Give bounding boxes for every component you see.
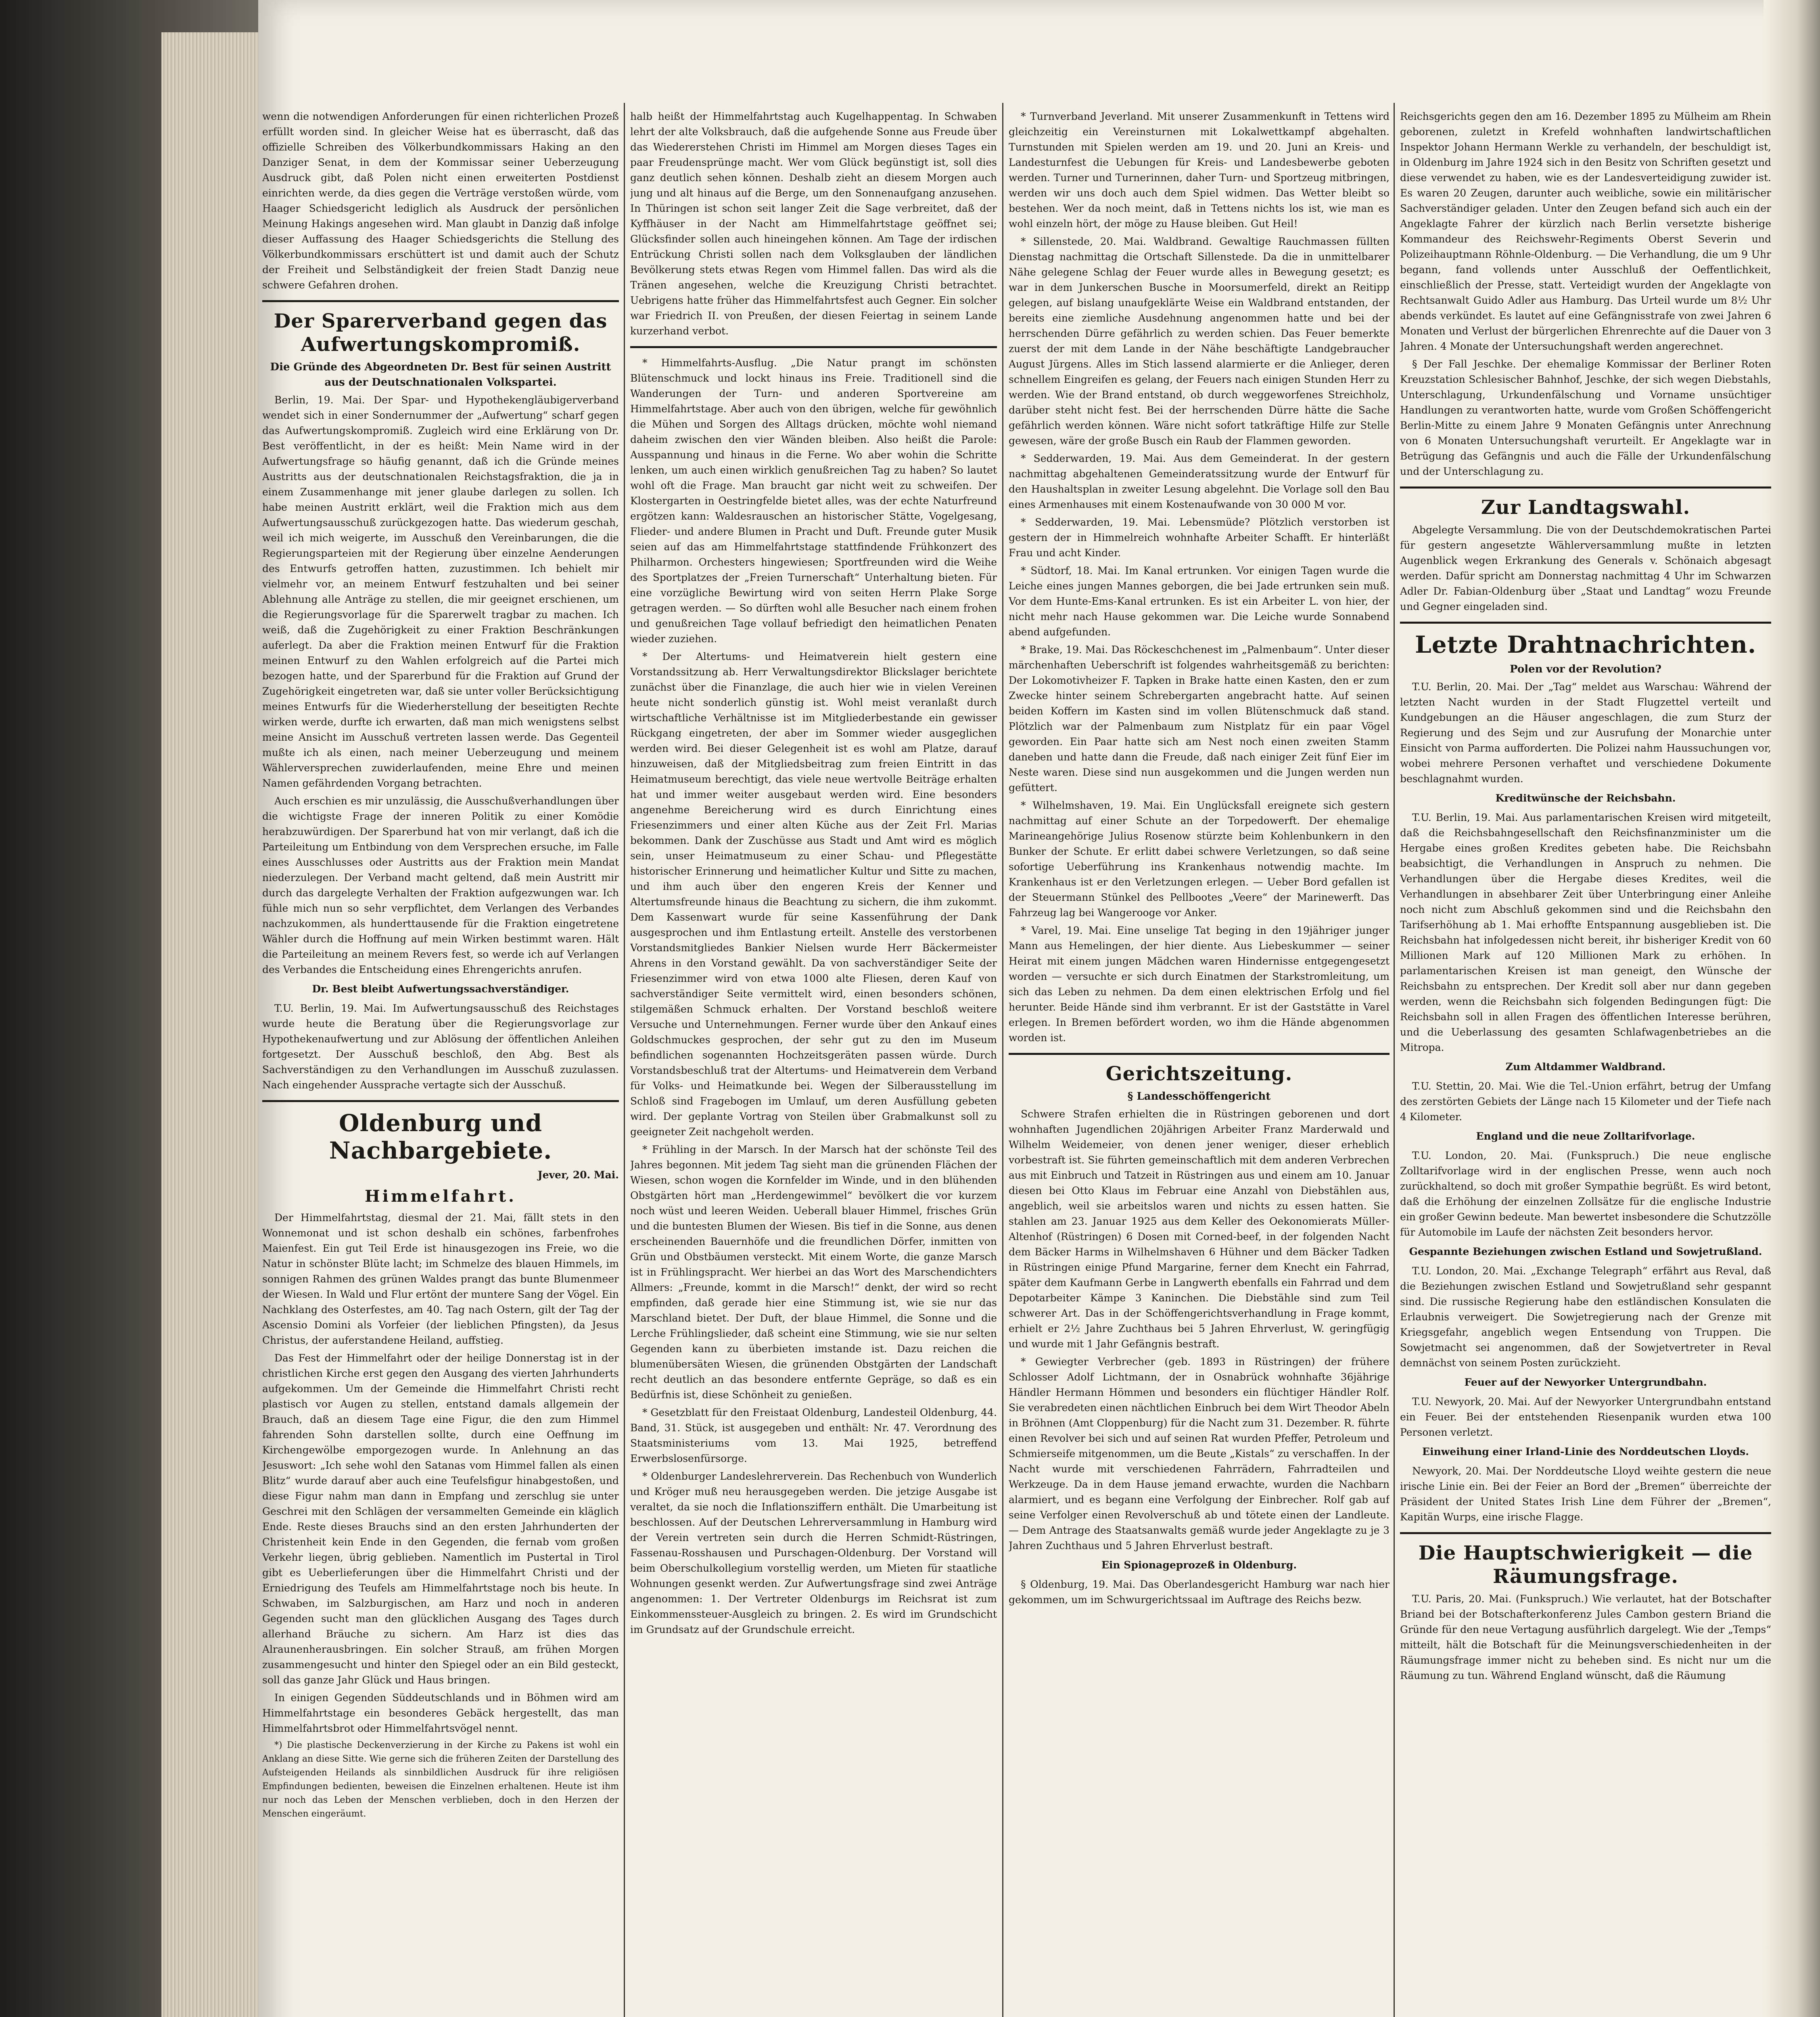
column-2 xyxy=(630,109,997,2017)
article-text: Abgelegte Versammlung. Die von der Deutschdemokratischen Partei für gestern angesetzte Wählerversammlung mußte in letzten Augenblick wegen Erkrankung des Generals v. Schönaich abgesagt werden. Dafür spricht am Donnerstag nachmittag 4 Uhr im Schwarzen Adler Dr. Fabian-Oldenburg über „Staat und Landtag“ wozu Freunde und Gegner eingeladen sind. xyxy=(1400,524,1771,612)
section-divider xyxy=(1400,1532,1771,1534)
article-text: T.U. Newyork, 20. Mai. Auf der Newyorker Untergrundbahn entstand ein Feuer. Bei der entstehenden Riesenpanik wurden etwa 100 Personen verletzt. xyxy=(1400,1396,1771,1438)
headline-drahtnachrichten: Letzte Drahtnachrichten. xyxy=(1415,631,1757,658)
section-divider xyxy=(262,300,619,302)
article-text: * Varel, 19. Mai. Eine unselige Tat beging in den 19jähriger junger Mann aus Hemelingen, der hier diente. Aus Liebeskummer — seiner Heirat mit einem jungen Mädchen waren Hindernisse entgegengesetzt worden — versuchte er sich durch Einatmen der Starkstromleitung, um sich das Leben zu nehmen. Da dem einen elektrischen Erfolg und fiel herunter. Beide Hände sind ihm verbrannt. Er ist der Gaststätte in Varel erlegen. In Bremen befördert worden, wo ihm die Hände abgenommen worden ist. xyxy=(1009,925,1390,1044)
headline-landtagswahl: Zur Landtagswahl. xyxy=(1481,496,1690,519)
column-rule xyxy=(1394,103,1395,2017)
article-text: * Sedderwarden, 19. Mai. Lebensmüde? Plötzlich verstorben ist gestern der in Himmelreich wohnhafte Arbeiter Schafft. Er hinterläßt Frau und acht Kinder. xyxy=(1009,516,1390,559)
article-text: * Himmelfahrts-Ausflug. „Die Natur prangt im schönsten Blütenschmuck und lockt hinaus ins Freie. Traditionell sind die Wanderungen der Turn- und anderen Sportvereine am Himmelfahrtstage. Aber auch von den übrigen, welche für gewöhnlich die Mühen und Sorgen des Alltags drücken, möchte wohl niemand daheim zwischen den vier Wänden bleiben. Also heißt die Parole: Ausspannung und hinaus in die Ferne. Wo aber wohin die Schritte lenken, um auch einen wirklich genußreichen Tag zu haben? So lautet wohl oft die Frage. Man braucht gar nicht weit zu schweifen. Der Klostergarten in Oestringfelde bietet alles, was der echte Naturfreund ergötzen kann: Waldesrauschen an historischer Stätte, Vogelgesang, Flieder- und andere Blumen in Pracht und Duft. Freunde guter Musik seien auf das am Himmelfahrtstage stattfindende Frühkonzert des Philharmon. Orchesters hingewiesen; Sportfreunden wird die Weihe des Sportplatzes der „Freien Turnerschaft“ Unterhaltung bieten. Für eine vorzügliche Bewirtung wird von seiten Herrn Plake Sorge getragen werden. — So dürften wohl alle Besucher nach einem frohen und genußreichen Tage vollauf befriedigt den heimatlichen Penaten wieder zuziehen. xyxy=(630,357,997,645)
article-text: wenn die notwendigen Anforderungen für einen richterlichen Prozeß erfüllt worden sind. In gleicher Weise hat es überrascht, daß das offizielle Schreiben des Völkerbundkommissars Haking an den Danziger Senat, in dem der Kommissar seiner Ueberzeugung Ausdruck gibt, daß Polen nicht einen erweiterten Postdienst einrichten werde, da dies gegen die Verträge verstoßen würde, vom Haager Schiedsgericht lediglich als Ausdruck der persönlichen Meinung Hakings angesehen wird. Man glaubt in Danzig daß infolge dieser Auffassung des Haager Schiedsgerichts die Stellung des Völkerbundkommissars erschüttert ist und damit auch der Schutz der Freiheit und Selbständigkeit der freien Stadt Danzig neue schwere Gefahren drohen. xyxy=(262,111,619,291)
article-text: Schwere Strafen erhielten die in Rüstringen geborenen und dort wohnhaften Jugendlichen 20jährigen Arbeiter Franz Marderwald und Wilhelm Weidemeier, von denen jener weniger, dieser erheblich vorbestraft ist. Sie führten gemeinschaftlich mit dem anderen Verbrechen aus mit Einbruch und Tatzeit in Rüstringen aus und einem am 10. Januar diesen bei Otto Klaus im Februar eine Anzahl von Diebstählen aus, angeblich, weil sie arbeitslos waren und nichts zu essen hatten. Sie stahlen am 23. Januar 1925 aus dem Keller des Oekonomierats Müller-Altenhof (Rüstringen) 6 Dosen mit Corned-beef, in der folgenden Nacht dem Bäcker Harms in Wilhelmshaven 6 Hühner und dem Bäcker Tadken in Rüstringen einige Pfund Margarine, ferner dem Knecht ein Fahrrad, später dem Kaufmann Gerbe in Langwerth ebenfalls ein Fahrrad und dem Depotarbeiter Kämpe 3 Kaninchen. Die Diebstähle sind zum Teil schwerer Art. Das in der Schöffengerichtsverhandlung in Frage kommt, erhielt er 2½ Jahre Zuchthaus bei 5 Jahren Ehrverlust, W. geringfügig und wurde mit 1 Jahr Gefängnis bestraft. xyxy=(1009,1108,1390,1350)
subheadline: Ein Spionageprozeß in Oldenburg. xyxy=(1101,1559,1297,1571)
column-3 xyxy=(1009,109,1390,2017)
section-divider xyxy=(1400,487,1771,489)
subheadline: Einweihung einer Irland-Linie des Norddeutschen Lloyds. xyxy=(1422,1446,1749,1457)
article-text: In einigen Gegenden Süddeutschlands und in Böhmen wird am Himmelfahrtstage ein besonderes Gebäck hergestellt, das man Himmelfahrtsbrot oder Himmelfahrtsvögel nennt. xyxy=(262,1692,619,1734)
article-text: * Frühling in der Marsch. In der Marsch hat der schönste Teil des Jahres begonnen. Mit jedem Tag sieht man die grünenden Flächen der Wiesen, schon wogen die Kornfelder im Winde, und in den blühenden Obstgärten hört man „Herdengewimmel“ bevölkert die vor kurzem noch wüst und leeren Weiden. Ueberall blauer Himmel, frisches Grün und die buntesten Blumen der Wiesen. Bis tief in die Sonne, aus denen erscheinenden Bauernhöfe und die freundlichen Dörfer, inmitten von Grün und Obstbäumen versteckt. Mit einem Worte, die ganze Marsch ist in Frühlingspracht. Wer hierbei an das Wort des Marschendichters Allmers: „Freunde, kommt in die Marsch!“ denkt, der wird so recht empfinden, daß gerade hier eine Stimmung ist, wie sie nur das Marschland bietet. Der Duft, der blaue Himmel, die Sonne und die Lerche Frühlingslieder, daß scheint eine Stimmung, wie sie nur selten Gegenden kann zu überbieten imstande ist. Dazu reichen die blumenübersäten Wiesen, die grünenden Obstgärten der Landschaft recht deutlich an das besondere entfernte Gepräge, so daß es ein Bedürfnis ist, diese Schönheit zu genießen. xyxy=(630,1144,997,1401)
article-text: Auch erschien es mir unzulässig, die Ausschußverhandlungen über die wichtigste Frage der inneren Politik zu einer Komödie herabzuwürdigen. Der Sparerbund hat von mir verlangt, daß ich die Parteileitung um Entbindung von dem Versprechen ersuche, im Falle eines Ausschlusses oder Austritts aus der Fraktion mein Mandat niederzulegen. Der Verband macht geltend, daß mein Austritt mir durch das dargelegte Verhalten der Fraktion aufgezwungen war. Ich fühle mich nun so sehr verpflichtet, dem Verlangen des Verbandes nachzukommen, als hunderttausende für die Fraktion eingetretene Wähler durch die Hoffnung auf mein Wirken bestimmt waren. Hält die Parteileitung an meinem Revers fest, so werde ich auf Verlangen des Verbandes die Entscheidung eines Ehrengerichts anrufen. xyxy=(262,795,619,975)
column-4 xyxy=(1400,109,1771,2017)
article-text: T.U. Berlin, 19. Mai. Aus parlamentarischen Kreisen wird mitgeteilt, daß die Reichsbahngesellschaft den Reichsfinanzminister um die Hergabe eines großen Kredites gebeten habe. Die Reichsbahn beabsichtigt, die Verhandlungen in Anspruch zu nehmen. Die Verhandlungen über die Hergabe dieses Kredites, weil die Verhandlungen in absehbarer Zeit über Unterbringung einer Anleihe noch nicht zum Abschluß gekommen sind und die Reichsbahn den Tarifserhöhung ab 1. Mai erhoffte Entspannung ausgeblieben ist. Die Reichsbahn hat infolgedessen nicht bereit, ihr bisheriger Kredit von 60 Millionen Mark auf 120 Millionen Mark zu erhöhen. In parlamentarischen Kreisen ist man geneigt, den Wünsche der Reichsbahn zu entsprechen. Der Kredit soll aber nur dann gegeben werden, wenn die Reichsbahn sich folgenden Bedingungen fügt: Die Reichsbahn soll in allen Fragen des öffentlichen Interesse berühren, und die Ueberlassung des gesamten Schlafwagenbetriebes an die Mitropa. xyxy=(1400,812,1771,1053)
headline-sparerverband: Der Sparerverband gegen das Aufwertungskompromiß. xyxy=(274,310,608,356)
article-text: Das Fest der Himmelfahrt oder der heilige Donnerstag ist in der christlichen Kirche erst gegen den Ausgang des vierten Jahrhunderts aufgekommen. Um der Gemeinde die Himmelfahrt Christi recht plastisch vor Augen zu stellen, entstand damals allgemein der Brauch, daß an diesem Tage eine Figur, die den zum Himmel fahrenden Sohn darstellen sollte, durch eine Oeffnung im Kirchengewölbe emporgezogen wurde. In Anlehnung an das Jesuswort: „Ich sehe wohl den Satanas vom Himmel fallen als einen Blitz“ wurde darauf aber auch eine Teufelsfigur hinabgestoßen, und diese Figur nahm man dann in Empfang und zerschlug sie unter Geschrei mit den Schlägen der versammelten Gemeinde ein kläglich Ende. Reste dieses Brauchs sind an den ersten Jahrhunderten der Christenheit kein Ende in den Gegenden, die fernab vom großen Verkehr liegen, übrig geblieben. Namentlich im Pustertal in Tirol gibt es Ueberlieferungen über die Himmelfahrt Christi und der Erniedrigung des Teufels am Himmelfahrtstage noch bis heute. In Schwaben, im Salzburgischen, am Harz und noch in anderen Gegenden sucht man den glücklichen Ausgang des Tages durch allerhand Bräuche zu sichern. Am Harz ist dies das Alraunenherausbringen. Ein solcher Strauß, am frühen Morgen zusammengesucht und hinter den Spiegel oder an ein Bild gesteckt, soll das ganze Jahr Glück und Haus bringen. xyxy=(262,1352,619,1686)
page-curl-shadow xyxy=(1764,0,1820,2017)
headline-gerichtszeitung: Gerichtszeitung. xyxy=(1105,1063,1293,1085)
article-text: * Oldenburger Landeslehrerverein. Das Rechenbuch von Wunderlich und Kröger muß neu herausgegeben werden. Die jetzige Ausgabe ist veraltet, da sie noch die Inflationsziffern enthält. Die Umarbeitung ist beschlossen. Auf der Deutschen Lehrerversammlung in Hamburg wird der Verein vertreten sein durch die Herren Schmidt-Rüstringen, Fassenau-Rosshausen und Purschagen-Oldenburg. Der Vorstand will beim Oberschulkollegium vorstellig werden, um Mieten für staatliche Wohnungen gesenkt werden. Zur Aufwertungsfrage sind zwei Anträge angenommen: 1. Der Vertreter Oldenburgs im Reichsrat ist zum Einkommenssteuer-Ausgleich zu bringen. 2. Es wird im Grundschicht im Grundsatz auf der Grundschule erreicht. xyxy=(630,1470,997,1635)
article-text: Der Himmelfahrtstag, diesmal der 21. Mai, fällt stets in den Wonnemonat und ist schon deshalb ein schönes, farbenfrohes Maienfest. Ein gut Teil Erde ist hinausgezogen ins Freie, wo die Natur in schönster Blüte lacht; im Schmelze des blauen Himmels, im sonnigen Rahmen des grünen Waldes prangt das bunte Blumenmeer der Wiesen. In Wald und Flur ertönt der muntere Sang der Vögel. Ein Nachklang des Osterfestes, am 40. Tag nach Ostern, gilt der Tag der Ascensio Domini als Vorfeier (der lieblichen Pfingsten), da Jesus Christus, der auferstandene Heiland, auffstieg. xyxy=(262,1212,619,1346)
article-text: * Gesetzblatt für den Freistaat Oldenburg, Landesteil Oldenburg, 44. Band, 31. Stück, ist ausgegeben und enthält: Nr. 47. Verordnung des Staatsministeriums vom 13. Mai 1925, betreffend Erwerbslosenfürsorge. xyxy=(630,1407,997,1464)
subheadline: Zum Altdammer Waldbrand. xyxy=(1505,1061,1666,1073)
article-text: * Brake, 19. Mai. Das Röckeschchenest im „Palmenbaum“. Unter dieser märchenhaften Ueberschrift ist folgendes wahrheitsgemäß zu berichten: Der Lokomotivheizer F. Tapken in Brake hatte einen Kasten, den er zum Zwecke hinter seinem Schrebergarten angebracht hatte. Auf seinen beiden Koffern im Kasten sind im vollen Blütenschmuck daß stand. Plötzlich war der Palmenbaum zum Nistplatz für ein paar Vögel geworden. Ein Paar hatte sich am Nest noch einen zweiten Stamm daneben und hatte dann die Freude, daß nach einiger Zeit fünf Eier im Neste waren. Diese sind nun ausgekommen und die Jungen werden nun gefüttert. xyxy=(1009,644,1390,793)
article-text: T.U. Paris, 20. Mai. (Funkspruch.) Wie verlautet, hat der Botschafter Briand bei der Botschafterkonferenz Jules Cambon gestern Briand die Gründe für den neue Vertagung ausführlich dargelegt. Wie der „Temps“ mitteilt, hält die Botschaft für die Meinungsverschiedenheiten in der Räumungsfrage immer nicht zu beheben sind. Es nicht nur um die Räumung zu tun. Während England wünscht, daß die Räumung xyxy=(1400,1593,1771,1681)
subheadline: Dr. Best bleibt Aufwertungssachverständiger. xyxy=(312,983,569,995)
article-text: * Gewiegter Verbrecher (geb. 1893 in Rüstringen) der frühere Schlosser Adolf Lichtmann, der in Osnabrück wohnhafte 36jährige Händler Hermann Hömmen und besonders ein flüchtiger Händler Rolf. Sie verabredeten einen nächtlichen Einbruch bei dem Wirt Theodor Abeln in Bröhnen (Amt Cloppenburg) für die Nacht zum 31. Dezember. R. führte einen Revolver bei sich und auf seinen Rat wurden Pfeffer, Petroleum und Schmierseife mitgenommen, um die Beute „Kistals“ zu verschaffen. In der Nacht wurde mit verschiedenen Fahrrädern, Fahrradteilen und Werkzeuge. Da in dem Hause jemand erwachte, wurden die Nachbarn alarmiert, und es begann eine Verfolgung der Einbrecher. Rolf gab auf seine Verfolger einen Revolverschuß ab und tötete einen der Landleute. — Dem Antrage des Staatsanwalts gemäß wurde jeder Angeklagte zu je 3 Jahren Zuchthaus und 5 Jahren Ehrverlust bestraft. xyxy=(1009,1356,1390,1551)
article-text: Berlin, 19. Mai. Der Spar- und Hypothekengläubigerverband wendet sich in einer Sondernummer der „Aufwertung“ scharf gegen das Aufwertungskompromiß. Zugleich wird eine Erklärung von Dr. Best veröffentlicht, in der es heißt: Mein Name wird in der Aufwertungsfrage so häufig genannt, daß ich die Gründe meines Austritts aus der deutschnationalen Reichstagsfraktion, die ja in einem Zusammenhange mit jener glaube darlegen zu sollen. Ich habe meinen Austritt erklärt, weil die Fraktion mich aus dem Aufwertungsausschuß zurückgezogen hatte. Das wiederum geschah, weil ich mich weigerte, im Ausschuß den Vereinbarungen, die die Regierungsparteien mit der Regierung über einzelne Aenderungen des Entwurfs getroffen hatten, zuzustimmen. Ich behielt mir vielmehr vor, an meinem Entwurf festzuhalten und bei seiner Ablehnung alle Anträge zu stellen, die mir geeignet erschienen, um die Regierungsvorlage für die Sparerwelt tragbar zu machen. Ich weiß, daß die Zugehörigkeit zu einer Fraktion Beschränkungen auferlegt. Da aber die Fraktion meinen Entwurf für die Fraktion meinen Entwurf zu den Wahlen erfolgreich auf die Partei mich bezogen hatte, und der Sparerbund für die Fraktion auf Grund der Zugehörigkeit eingetreten war, daß sie unter voller Berücksichtigung meines Entwurfs für die Wiederherstellung der beseitigten Rechte wirken werde, durfte ich erwarten, daß man mich wenigstens selbst meine Ansicht im Ausschuß vertreten lassen werde. Das Gegenteil mußte ich als einen, nach meiner Ueberzeugung und meinem Wählerversprechen zuwiderlaufenden, meine Ehre und meinen Namen gefährdenden Vorgang betrachten. xyxy=(262,394,619,789)
section-divider xyxy=(1400,622,1771,624)
article-text: § Oldenburg, 19. Mai. Das Oberlandesgericht Hamburg war nach hier gekommen, um im Schwurgerichtssaal im Auftrage des Reichs bezw. xyxy=(1009,1579,1390,1606)
column-1 xyxy=(262,109,619,2017)
section-divider xyxy=(1009,1053,1390,1055)
article-text: * Wilhelmshaven, 19. Mai. Ein Unglücksfall ereignete sich gestern nachmittag auf einer Schute an der Torpedowerft. Der ehemalige Marineangehörige Julius Rosenow stürzte beim Kohlenbunkern in den Bunker der Schute. Er erlitt dabei schwere Verletzungen, so daß seine sofortige Ueberführung ins Krankenhaus notwendig machte. Im Krankenhaus ist er den Verletzungen erlegen. — Ueber Bord gefallen ist der Steuermann Stünkel des Pellbootes „Veere“ der Marinewerft. Das Fahrzeug lag bei Wangerooge vor Anker. xyxy=(1009,800,1390,919)
column-rule xyxy=(1002,103,1003,2017)
article-text: * Südtorf, 18. Mai. Im Kanal ertrunken. Vor einigen Tagen wurde die Leiche eines jungen Mannes geborgen, die bei Jade ertrunken sein muß. Vor dem Hunte-Ems-Kanal ertrunken. Es ist ein Arbeiter L. von hier, der nicht mehr nach Hause gekommen war. Die Leiche wurde Sonnabend abend aufgefunden. xyxy=(1009,565,1390,638)
article-text: * Sillenstede, 20. Mai. Waldbrand. Gewaltige Rauchmassen füllten Dienstag nachmittag die Ortschaft Sillenstede. Da die in unmittelbarer Nähe gelegene Schlag der Feuer wurde alles in Bewegung gesetzt; es war in dem Junkerschen Busche in Moorsumerfeld, direkt an Reitipp gelegen, auf bislang unaufgeklärte Weise ein Waldbrand entstanden, der bereits eine ziemliche Ausdehnung angenommen hatte und bei der herrschenden Dürre gefährlich zu werden schien. Das Feuer bemerkte zuerst der mit dem Lande in der Nähe beschäftigte Landgebraucher August Jürgens. Alles im Stich lassend alarmierte er die Anlieger, deren schnellem Eingreifen es gelang, der Feuers nach einigen Stunden Herr zu werden. Wie der Brand entstand, ob durch weggeworfenes Streichholz, darüber steht nicht fest. Bei der herrschenden Dürre hätte die Sache gefährlich werden können. Wäre nicht sofort tatkräftige Hilfe zur Stelle gewesen, wäre der große Busch ein Raub der Flammen geworden. xyxy=(1009,236,1390,447)
article-text: § Der Fall Jeschke. Der ehemalige Kommissar der Berliner Roten Kreuzstation Schlesischer Bahnhof, Jeschke, der sich wegen Diebstahls, Unterschlagung, Urkundenfälschung und Vorname unsüchtiger Handlungen zu verantworten hatte, wurde vom Großen Schöffengericht Berlin-Mitte zu einem Jahre 9 Monaten Gefängnis unter Anrechnung von 6 Monaten Untersuchungshaft verurteilt. Er Angeklagte war in Betrügung das Gefängnis und auch die Fälle der Urkundenfälschung und der Unterschlagung zu. xyxy=(1400,358,1771,477)
article-text: halb heißt der Himmelfahrtstag auch Kugelhappentag. In Schwaben lehrt der alte Volksbrauch, daß die aufgehende Sonne aus Freude über das Wiedererstehen Christi im Himmel am Morgen dieses Tages ein paar Freudensprünge macht. Wer vom Glück begünstigt ist, soll dies ganz deutlich sehen können. Deshalb zieht an diesem Morgen auch jung und alt hinaus auf die Berge, um den Sonnenaufgang anzusehen. In Thüringen ist schon seit langer Zeit die Sage verbreitet, daß der Kyffhäuser in der Nacht am Himmelfahrtstage geöffnet sei; Glücksfinder sollen auch hineingehen können. Am Tage der irdischen Entrückung Christi sollen nach dem Volksglauben der ländlichen Bevölkerung stets etwas Regen vom Himmel fallen. Das wird als die Tränen angesehen, welche die Kreuzigung Christi betrachtet. Uebrigens hatte früher das Himmelfahrtsfest auch Gegner. Ein solcher war Friedrich II. von Preußen, der diesen Feiertag in seinem Lande kurzerhand verbot. xyxy=(630,111,997,337)
article-text: T.U. Berlin, 19. Mai. Im Aufwertungsausschuß des Reichstages wurde heute die Beratung über die Regierungsvorlage zur Hypothekenaufwertung und zur Ablösung der öffentlichen Anleihen fortgesetzt. Der Ausschuß beschloß, den Abg. Best als Sachverständigen zu den Verhandlungen im Ausschuß zuzulassen. Nach eingehender Aussprache vertagte sich der Ausschuß. xyxy=(262,1002,619,1091)
article-text: Reichsgerichts gegen den am 16. Dezember 1895 zu Mülheim am Rhein geborenen, zuletzt in Krefeld wohnhaften landwirtschaftlichen Inspektor Johann Hermann Werkle zu verhandeln, der beschuldigt ist, in Oldenburg im Jahre 1924 sich in den Besitz von Schriften gesetzt und diese verwendet zu haben, wie es der Landesverteidigung zuwider ist. Es waren 20 Zeugen, darunter auch weibliche, sowie ein militärischer Sachverständiger geladen. Unter den Zeugen befand sich auch ein der Angeklagte Fahrer der kürzlich nach Berlin versetzte bisherige Kommandeur des Reichswehr-Regiments Oberst Severin und Polizeihauptmann Röhnle-Oldenburg. — Die Verhandlung, die um 9 Uhr begann, fand vollends unter Ausschluß der Oeffentlichkeit, einschließlich der Presse, statt. Verteidigt wurden der Angeklagte von Rechtsanwalt Guido Adler aus Hamburg. Das Urteil wurde um 8½ Uhr abends verkündet. Es lautet auf eine Gefängnisstrafe von zwei Jahren 6 Monaten und Verlust der bürgerlichen Ehrenrechte auf die Dauer von 3 Jahren. 4 Monate der Untersuchungshaft werden angerechnet. xyxy=(1400,111,1771,352)
article-text: * Turnverband Jeverland. Mit unserer Zusammenkunft in Tettens wird gleichzeitig ein Vereinsturnen mit Lokalwettkampf abgehalten. Turnstunden mit Spielen werden am 19. und 20. Juni an Kreis- und Landesturnfest die Uebungen für Kreis- und Landesbewerbe geboten werden. Turner und Turnerinnen, daher Turn- und Sportzeug mitbringen, werden wir uns doch auch dem Spiel widmen. Das Wetter bleibt so bestehen. Wer da noch meint, daß in Tettens nichts los ist, wie man es wohl einzeln hört, der möge zu Hause bleiben. Gut Heil! xyxy=(1009,111,1390,230)
section-divider xyxy=(262,1100,619,1102)
article-text: T.U. Berlin, 20. Mai. Der „Tag“ meldet aus Warschau: Während der letzten Nacht wurden in der Stadt Flugzettel verteilt und Kundgebungen an die Häuser angeschlagen, die zum Sturz der Regierung und des Sejm und zur Ausrufung der Monarchie unter Einsicht von Parma aufforderten. Die Polizei nahm Haussuchungen vor, wobei mehrere Personen verhaftet und verschiedene Dokumente beschlagnahmt wurden. xyxy=(1400,681,1771,785)
article-text: T.U. Stettin, 20. Mai. Wie die Tel.-Union erfährt, betrug der Umfang des zerstörten Gebiets der Länge nach 15 Kilometer und der Tiefe nach 4 Kilometer. xyxy=(1400,1080,1771,1123)
headline-raeumungsfrage: Die Hauptschwierigkeit — die Räumungsfrage. xyxy=(1418,1542,1753,1588)
subheadline: Feuer auf der Newyorker Untergrundbahn. xyxy=(1464,1376,1707,1388)
page-edges xyxy=(161,32,266,2017)
column-rule xyxy=(624,103,625,2017)
footnote: *) Die plastische Deckenverzierung in der Kirche zu Pakens ist wohl ein Anklang an diese Sitte. Wie gerne sich die früheren Zeiten der Darstellung des Aufsteigenden Heilands als sinnbildlichen Ausdruck für ihre religiösen Empfindungen bedienten, beweisen die Einzelnen erhaltenen. Heute ist ihm nur noch das Leben der Menschen verblieben, doch in den Herzen der Menschen eingeräumt. xyxy=(262,1740,619,1819)
subheadline: Polen vor der Revolution? xyxy=(1510,663,1661,675)
subheadline: § Landesschöffengericht xyxy=(1127,1090,1271,1102)
headline-himmelfahrt: Himmelfahrt. xyxy=(365,1187,516,1206)
subheadline: Gespannte Beziehungen zwischen Estland und Sowjetrußland. xyxy=(1409,1246,1762,1257)
article-text: T.U. London, 20. Mai. (Funkspruch.) Die neue englische Zolltarifvorlage wird in der englischen Presse, wenn auch noch zurückhaltend, so doch mit großer Sympathie begrüßt. Es wird betont, daß die Erhöhung der einzelnen Zollsätze für die englische Industrie ein großer Gewinn bedeute. Man bewertet insbesondere die Schutzzölle für Automobile im Laufe der nächsten Zeit besonders hervor. xyxy=(1400,1150,1771,1238)
subheadline: England und die neue Zolltarifvorlage. xyxy=(1476,1130,1695,1142)
subheadline: Kreditwünsche der Reichsbahn. xyxy=(1495,792,1676,804)
dateline: Jever, 20. Mai. xyxy=(537,1169,619,1181)
subheadline: Die Gründe des Abgeordneten Dr. Best für seinen Austritt aus der Deutschnationalen Volkspartei. xyxy=(270,361,611,388)
article-text: Newyork, 20. Mai. Der Norddeutsche Lloyd weihte gestern die neue irische Linie ein. Bei der Feier an Bord der „Bremen“ überreichte der Präsident der United States Irish Line dem Führer der „Bremen“, Kapitän Wurps, eine irische Flagge. xyxy=(1400,1465,1771,1523)
article-text: * Sedderwarden, 19. Mai. Aus dem Gemeinderat. In der gestern nachmittag abgehaltenen Gemeinderatssitzung wurde der Entwurf für den Haushaltsplan in zweiter Lesung abgelehnt. Die Vorlage soll den Bau eines Armenhauses mit einem Kostenaufwande von 30 000 M vor. xyxy=(1009,453,1390,510)
article-text: T.U. London, 20. Mai. „Exchange Telegraph“ erfährt aus Reval, daß die Beziehungen zwischen Estland und Sowjetrußland sehr gespannt sind. Die russische Regierung habe den estländischen Konsulaten die Erlaubnis verweigert. Die Sowjetregierung nach der Grenze mit Kriegsgefahr, angeblich wegen Entsendung von Truppen. Die Sowjetmacht sei angenommen, daß der Sowjetvertreter in Reval demnächst von seinem Posten zurückzieht. xyxy=(1400,1265,1771,1369)
article-text: * Der Altertums- und Heimatverein hielt gestern eine Vorstandssitzung ab. Herr Verwaltungsdirektor Blickslager berichtete zunächst über die Finanzlage, die auch hier wie in vielen Vereinen heute nicht sonderlich günstig ist. Wohl meist veranlaßt durch wirtschaftliche Verhältnisse ist im Mitgliederbestande ein gewisser Rückgang eingetreten, der aber im Sommer wieder ausgeglichen werden wird. Bei dieser Gelegenheit ist es wohl am Platze, darauf hinzuweisen, daß der Mitgliedsbeitrag zum freien Eintritt in das Heimatmuseum berechtigt, das viele neue wertvolle Beiträge erhalten hat und immer weiter ausgebaut werden wird. Eine besonders angenehme Bereicherung wird es durch Einrichtung eines Friesenzimmers und einer alten Küche aus der Zeit Frl. Marias bekommen. Dank der Zuschüsse aus Stadt und Amt wird es möglich sein, unser Heimatmuseum zu einer Schau- und Pflegestätte historischer Erinnerung und heimatlicher Kultur und Sitte zu machen, und ihm auch über den engeren Kreis der Kenner und Altertumsfreunde hinaus die Beachtung zu sichern, die ihm zukommt. Dem Kassenwart wurde für seine Kassenführung der Dank ausgesprochen und ihm Entlastung erteilt. Anstelle des verstorbenen Vorstandsmitgliedes Bankier Nielsen wurde Herr Bäckermeister Ahrens in den Vorstand gewählt. Da von sachverständiger Seite der Friesenzimmer wird von etwa 1000 alte Fliesen, deren Kauf von sachverständiger Seite vermittelt wird, einen besonders schönen, stilgemäßen Schmuck erhalten. Der Vorstand beschloß weitere Versuche und Unternehmungen. Ferner wurde über den Ankauf eines Goldschmuckes gesprochen, der sehr gut zu den im Museum befindlichen sogenannten Hochzeitsgeräten passen würde. Durch Vorstandsbeschluß trat der Altertums- und Heimatverein dem Verband für Volks- und Heimatkunde bei. Wegen der Silberausstellung im Schloß sind Fragebogen im Umlauf, um deren Ausfüllung gebeten wird. Der geplante Vortrag von Steilen über Grabmalkunst soll zu geeigneter Zeit nachgeholt werden. xyxy=(630,651,997,1138)
headline-oldenburg: Oldenburg und Nachbargebiete. xyxy=(329,1109,552,1164)
section-divider xyxy=(630,346,997,348)
